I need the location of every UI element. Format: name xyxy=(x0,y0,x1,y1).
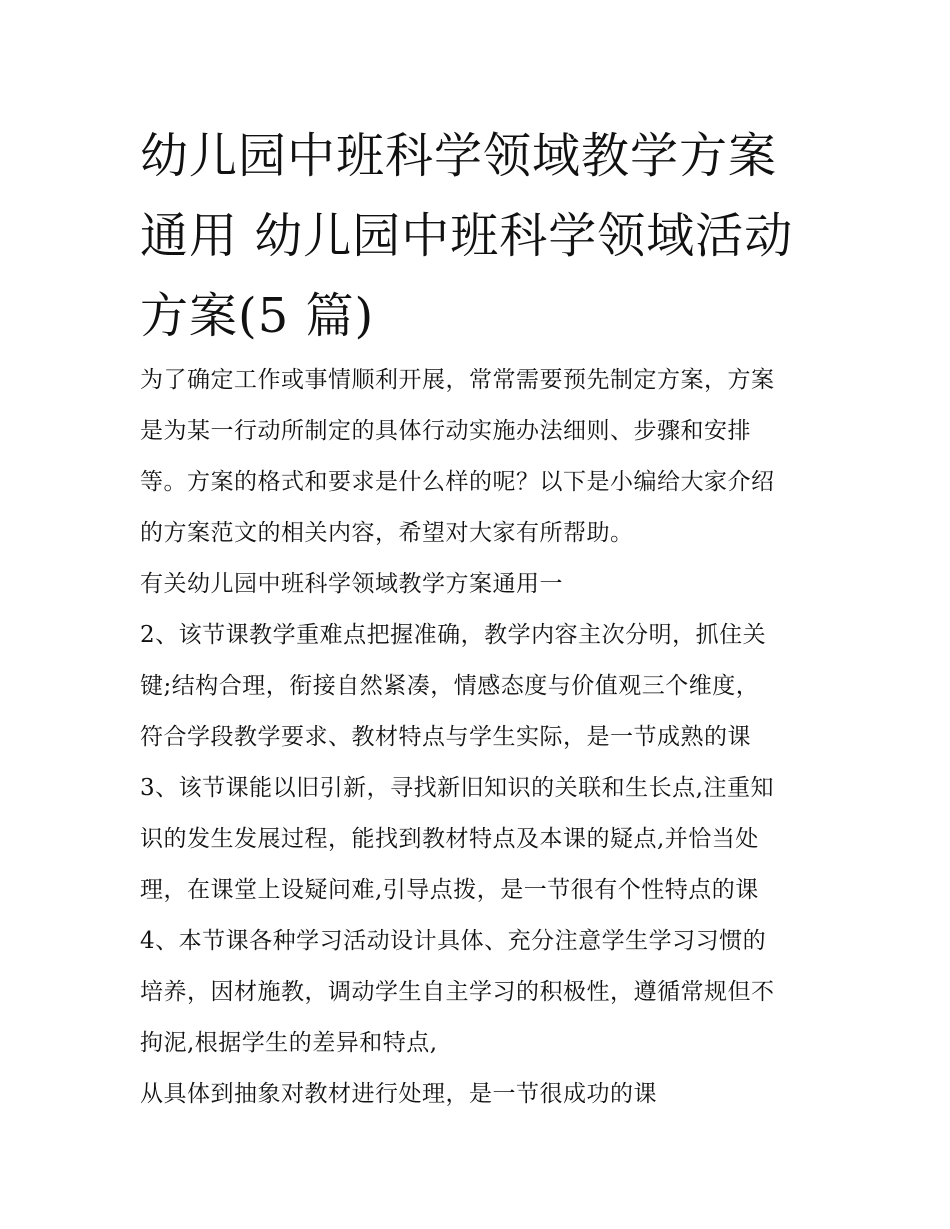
title-line: 通用 幼儿园中班科学领域活动 xyxy=(140,208,794,264)
title-line: 幼儿园中班科学领域教学方案 xyxy=(140,128,778,184)
body-line: 理，在课堂上设疑问难,引导点拨，是一节很有个性特点的课 xyxy=(140,877,759,903)
body-line: 2、该节课教学重难点把握准确，教学内容主次分明，抓住关 xyxy=(140,622,767,648)
document-body xyxy=(140,355,830,1120)
body-line: 培养，因材施教，调动学生自主学习的积极性，遵循常规但不 xyxy=(140,979,775,1005)
body-line: 识的发生发展过程，能找到教材特点及本课的疑点,并恰当处 xyxy=(140,826,759,852)
body-line: 拘泥,根据学生的差异和特点, xyxy=(140,1030,438,1056)
body-line: 为了确定工作或事情顺利开展，常常需要预先制定方案，方案 xyxy=(140,367,775,393)
title-line: 方案(5 篇) xyxy=(140,288,375,344)
body-line: 键;结构合理，衔接自然紧凑，情感态度与价值观三个维度， xyxy=(140,673,760,699)
body-line: 4、本节课各种学习活动设计具体、充分注意学生学习习惯的 xyxy=(140,928,767,954)
body-line: 3、该节课能以旧引新，寻找新旧知识的关联和生长点,注重知 xyxy=(140,775,774,801)
document-title xyxy=(140,116,830,356)
body-line: 符合学段教学要求、教材特点与学生实际，是一节成熟的课 xyxy=(140,724,751,750)
body-line: 等。方案的格式和要求是什么样的呢？以下是小编给大家介绍 xyxy=(140,469,775,495)
body-line: 是为某一行动所制定的具体行动实施办法细则、步骤和安排 xyxy=(140,418,751,444)
body-line: 从具体到抽象对教材进行处理，是一节很成功的课 xyxy=(140,1081,657,1107)
body-line: 的方案范文的相关内容，希望对大家有所帮助。 xyxy=(140,520,634,546)
section-heading: 有关幼儿园中班科学领域教学方案通用一 xyxy=(140,571,563,597)
